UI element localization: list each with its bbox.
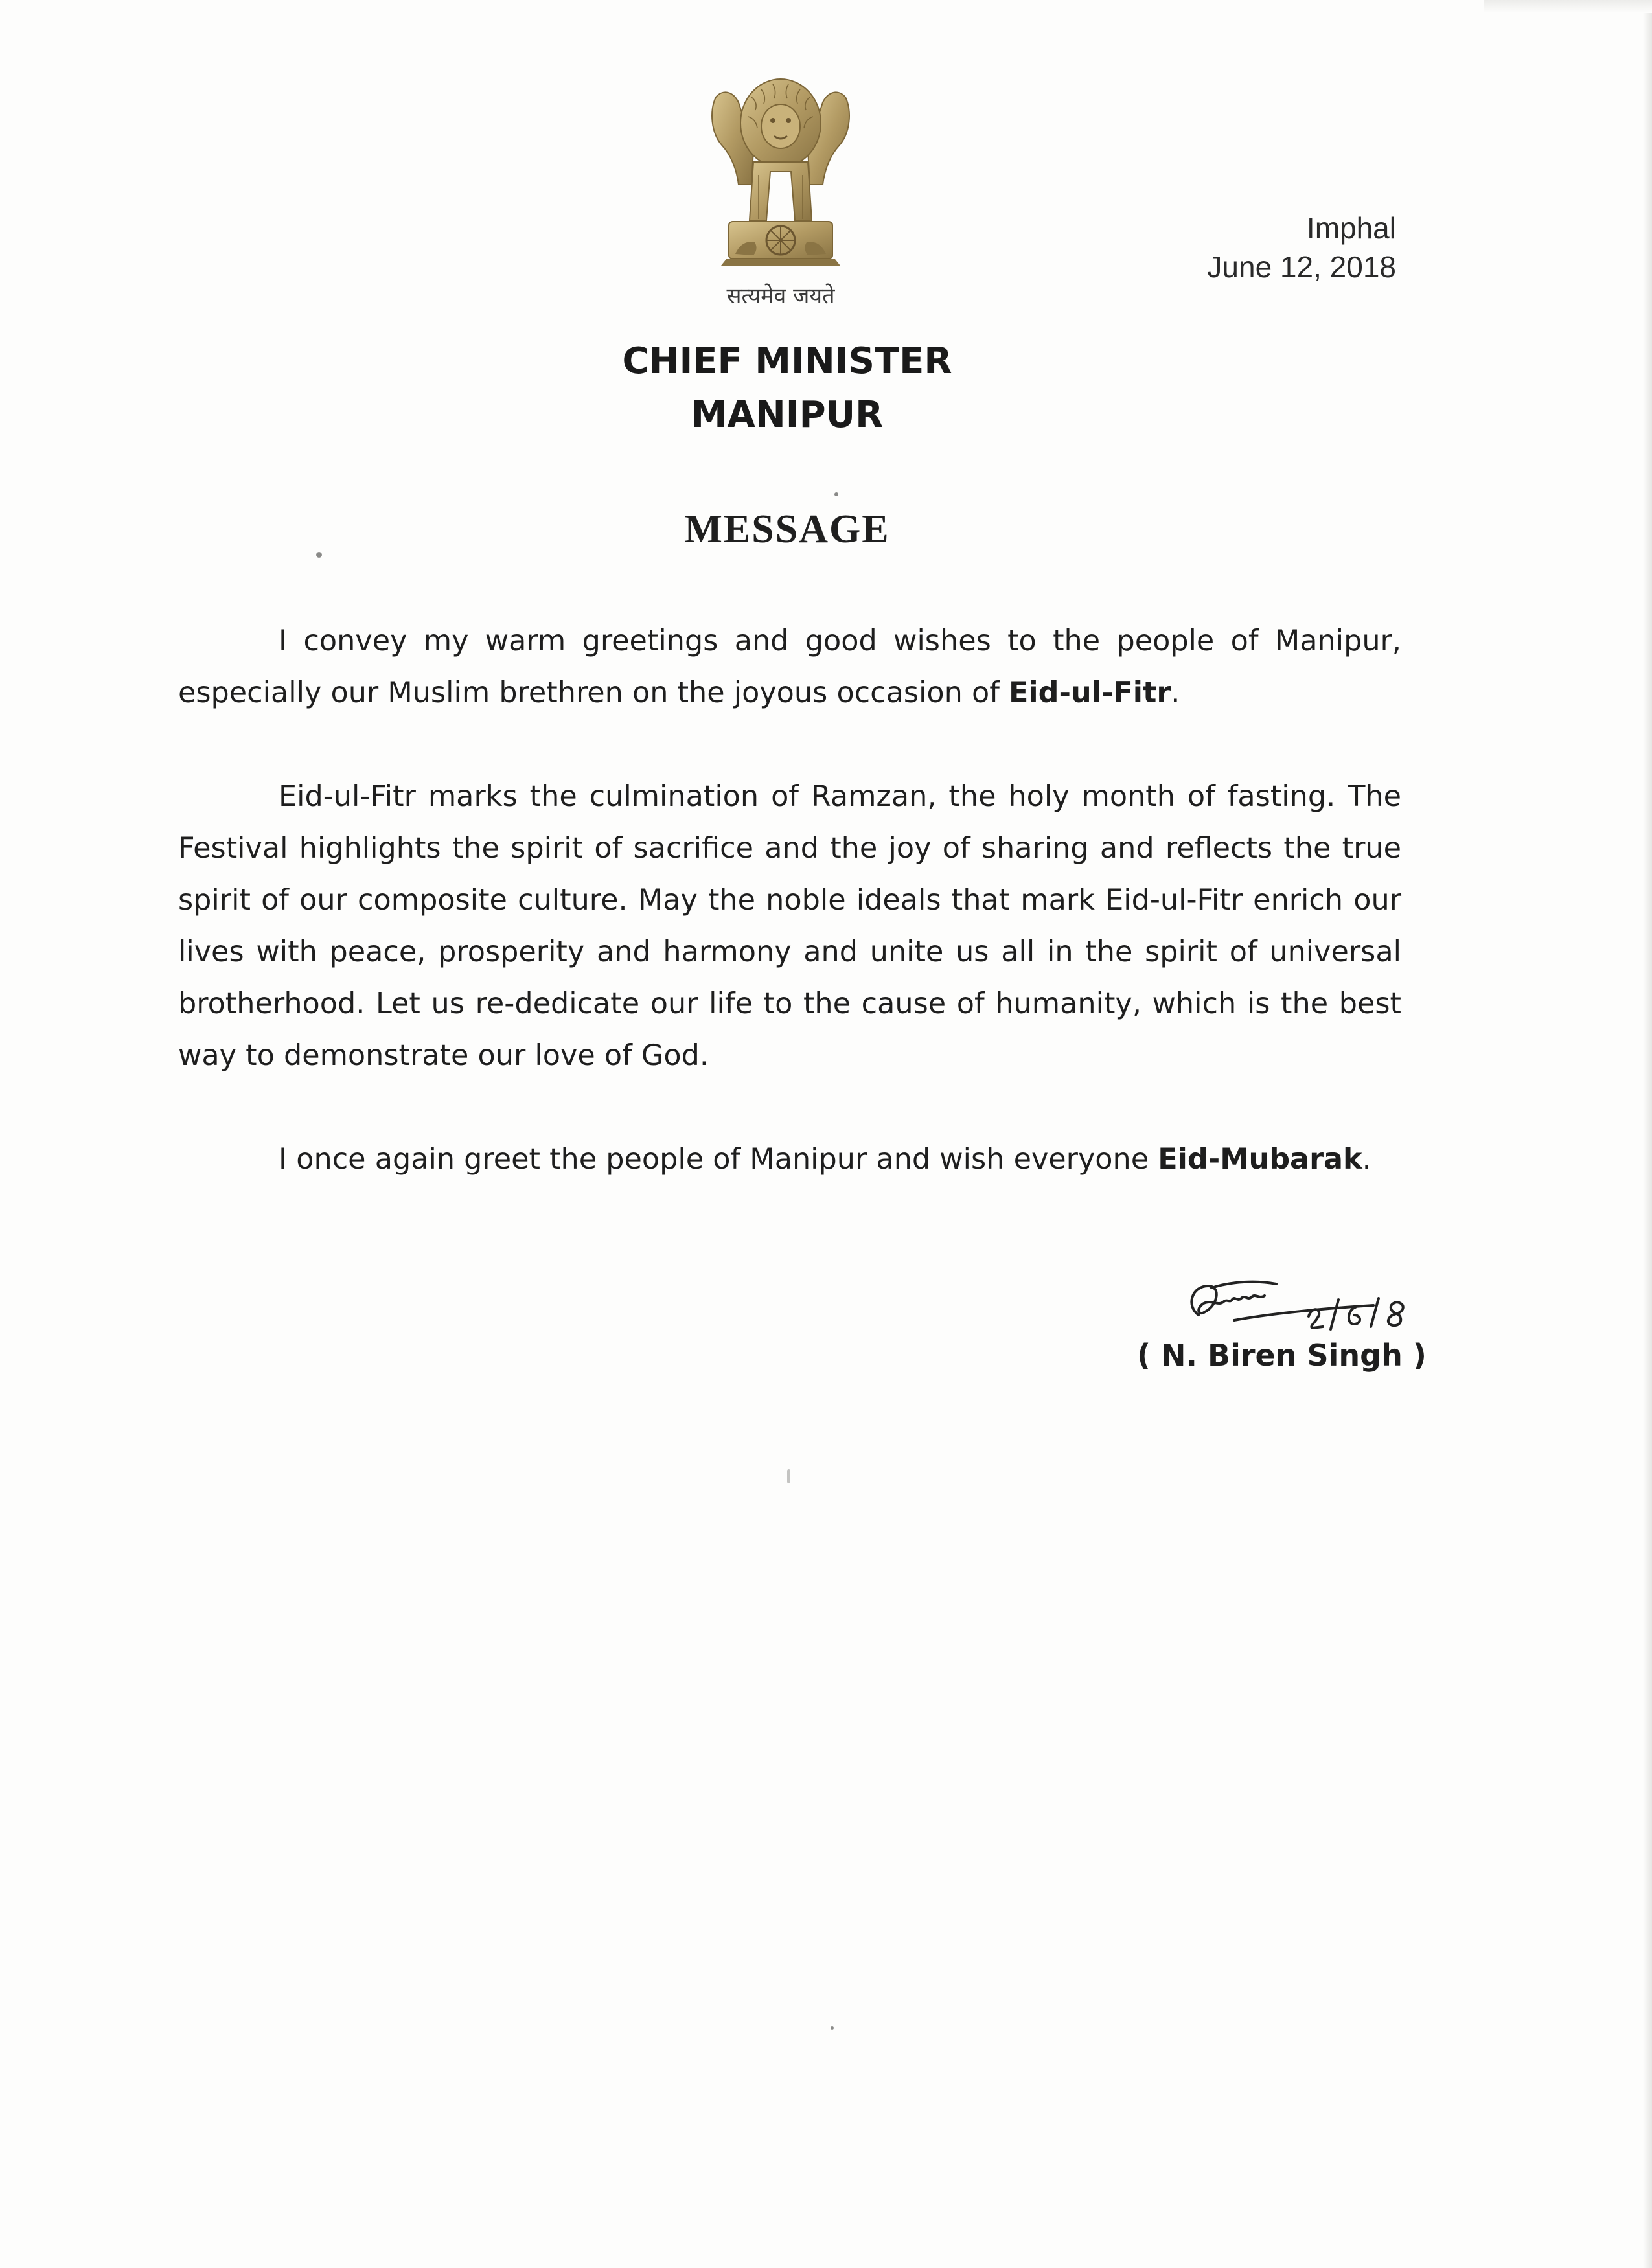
place-text: Imphal: [1306, 211, 1396, 245]
paragraph-greeting: [178, 615, 1401, 719]
dateline: [1207, 209, 1396, 286]
scan-speck: [787, 1469, 790, 1483]
state-emblem-icon: [703, 71, 858, 285]
paper-corner-shadow: [1484, 0, 1652, 13]
scan-speck: [834, 492, 838, 496]
paragraph-text: I convey my warm greetings and good wishes to the people of Manipur, especially our Muslim brethren on the joyous occasion of: [178, 624, 1401, 709]
paragraph-festival: [178, 771, 1401, 1082]
punctuation: .: [1171, 676, 1180, 709]
message-heading: MESSAGE: [684, 507, 890, 551]
signatory-name: ( N. Biren Singh ): [1137, 1338, 1427, 1373]
scan-speck: [831, 2026, 834, 2030]
office-state: MANIPUR: [691, 394, 884, 436]
scan-speck: [316, 552, 322, 558]
paper-edge-shadow: [1643, 0, 1652, 2268]
paragraph-text: I once again greet the people of Manipur and wish everyone: [279, 1143, 1158, 1176]
paragraph-text: Eid-ul-Fitr marks the culmination of Ramzan, the holy month of fasting. The Festival highlights the spirit of sacrifice and the joy of sharing and reflects the true spirit of our composite culture. May the noble ideals that mark Eid-ul-Fitr enrich our lives with peace, prosperity and harmony and unite us all in the spirit of universal brotherhood. Let us re-dedicate our life to the cause of humanity, which is the best way to demonstrate our love of God.: [178, 780, 1401, 1072]
office-title: CHIEF MINISTER: [622, 340, 952, 382]
paragraph-closing: [178, 1134, 1401, 1186]
date-text: June 12, 2018: [1207, 250, 1396, 284]
emphasis-text: Eid-ul-Fitr: [1009, 676, 1171, 709]
punctuation: .: [1362, 1143, 1371, 1176]
emblem-motto: सत्यमेव जयते: [726, 283, 835, 309]
emphasis-text: Eid-Mubarak: [1158, 1143, 1362, 1176]
